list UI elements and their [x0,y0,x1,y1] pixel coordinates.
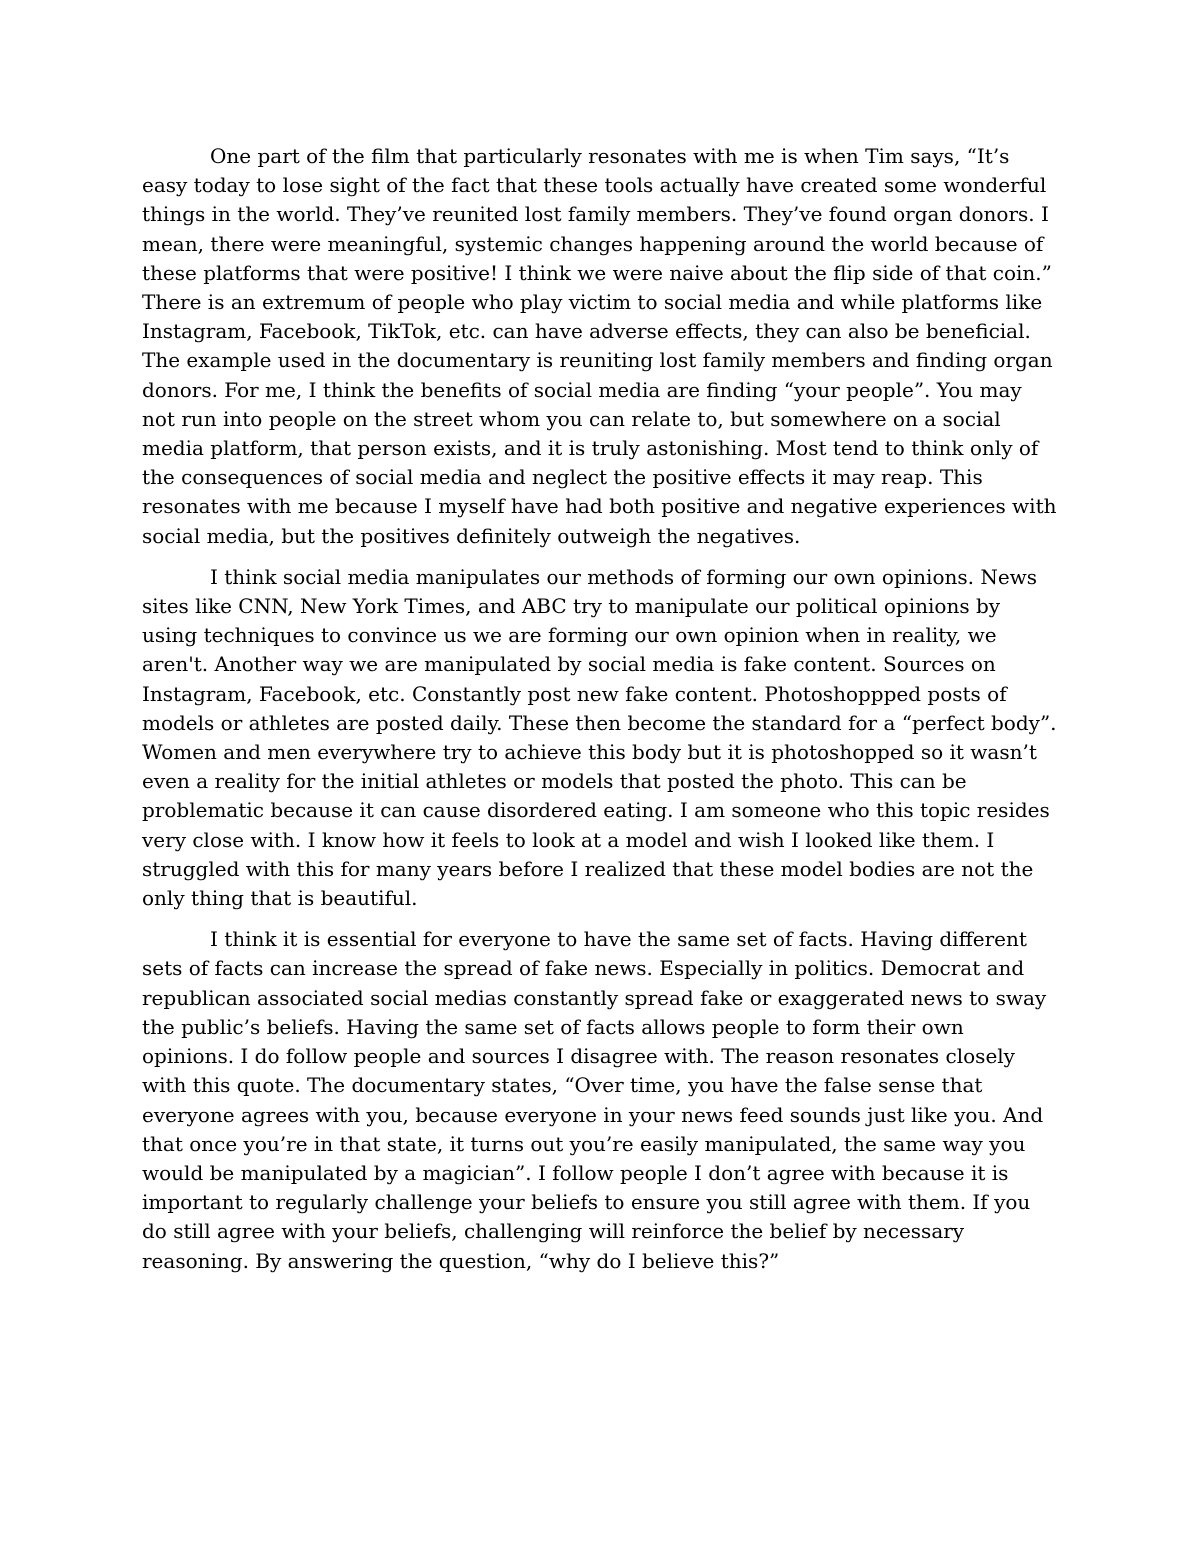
paragraph-1: One part of the film that particularly resonates with me is when Tim says, “It’s easy today to lose sight of the fact that these tools actually have created some wonderful things in the world. They’ve reunited lost family members. They’ve found organ donors. I mean, there were meaningful, systemic changes happening around the world because of these platforms that were positive! I think we were naive about the flip side of that coin.” There is an extremum of people who play victim to social media and while platforms like Instagram, Facebook, TikTok, etc. can have adverse effects, they can also be beneficial. The example used in the documentary is reuniting lost family members and finding organ donors. For me, I think the benefits of social media are finding “your people”. You may not run into people on the street whom you can relate to, but somewhere on a social media platform, that person exists, and it is truly astonishing. Most tend to think only of the consequences of social media and neglect the positive effects it may reap. This resonates with me because I myself have had both positive and negative experiences with social media, but the positives definitely outweigh the negatives. [142,144,1057,548]
paragraph-2: I think social media manipulates our methods of forming our own opinions. News sites like CNN, New York Times, and ABC try to manipulate our political opinions by using techniques to convince us we are forming our own opinion when in reality, we aren't. Another way we are manipulated by social media is fake content. Sources on Instagram, Facebook, etc. Constantly post new fake content. Photoshoppped posts of models or athletes are posted daily. These then become the standard for a “perfect body”. Women and men everywhere try to achieve this body but it is photoshopped so it wasn’t even a reality for the initial athletes or models that posted the photo. This can be problematic because it can cause disordered eating. I am someone who this topic resides very close with. I know how it feels to look at a model and wish I looked like them. I struggled with this for many years before I realized that these model bodies are not the only thing that is beautiful. [142,564,1057,911]
document-body [142,142,1060,1288]
paragraph-3: I think it is essential for everyone to have the same set of facts. Having different sets of facts can increase the spread of fake news. Especially in politics. Democrat and republican associated social medias constantly spread fake or exaggerated news to sway the public’s beliefs. Having the same set of facts allows people to form their own opinions. I do follow people and sources I disagree with. The reason resonates closely with this quote. The documentary states, “Over time, you have the false sense that everyone agrees with you, because everyone in your news feed sounds just like you. And that once you’re in that state, it turns out you’re easily manipulated, the same way you would be manipulated by a magician”. I follow people I don’t agree with because it is important to regularly challenge your beliefs to ensure you still agree with them. If you do still agree with your beliefs, challenging will reinforce the belief by necessary reasoning. By answering the question, “why do I believe this?” [142,927,1047,1273]
